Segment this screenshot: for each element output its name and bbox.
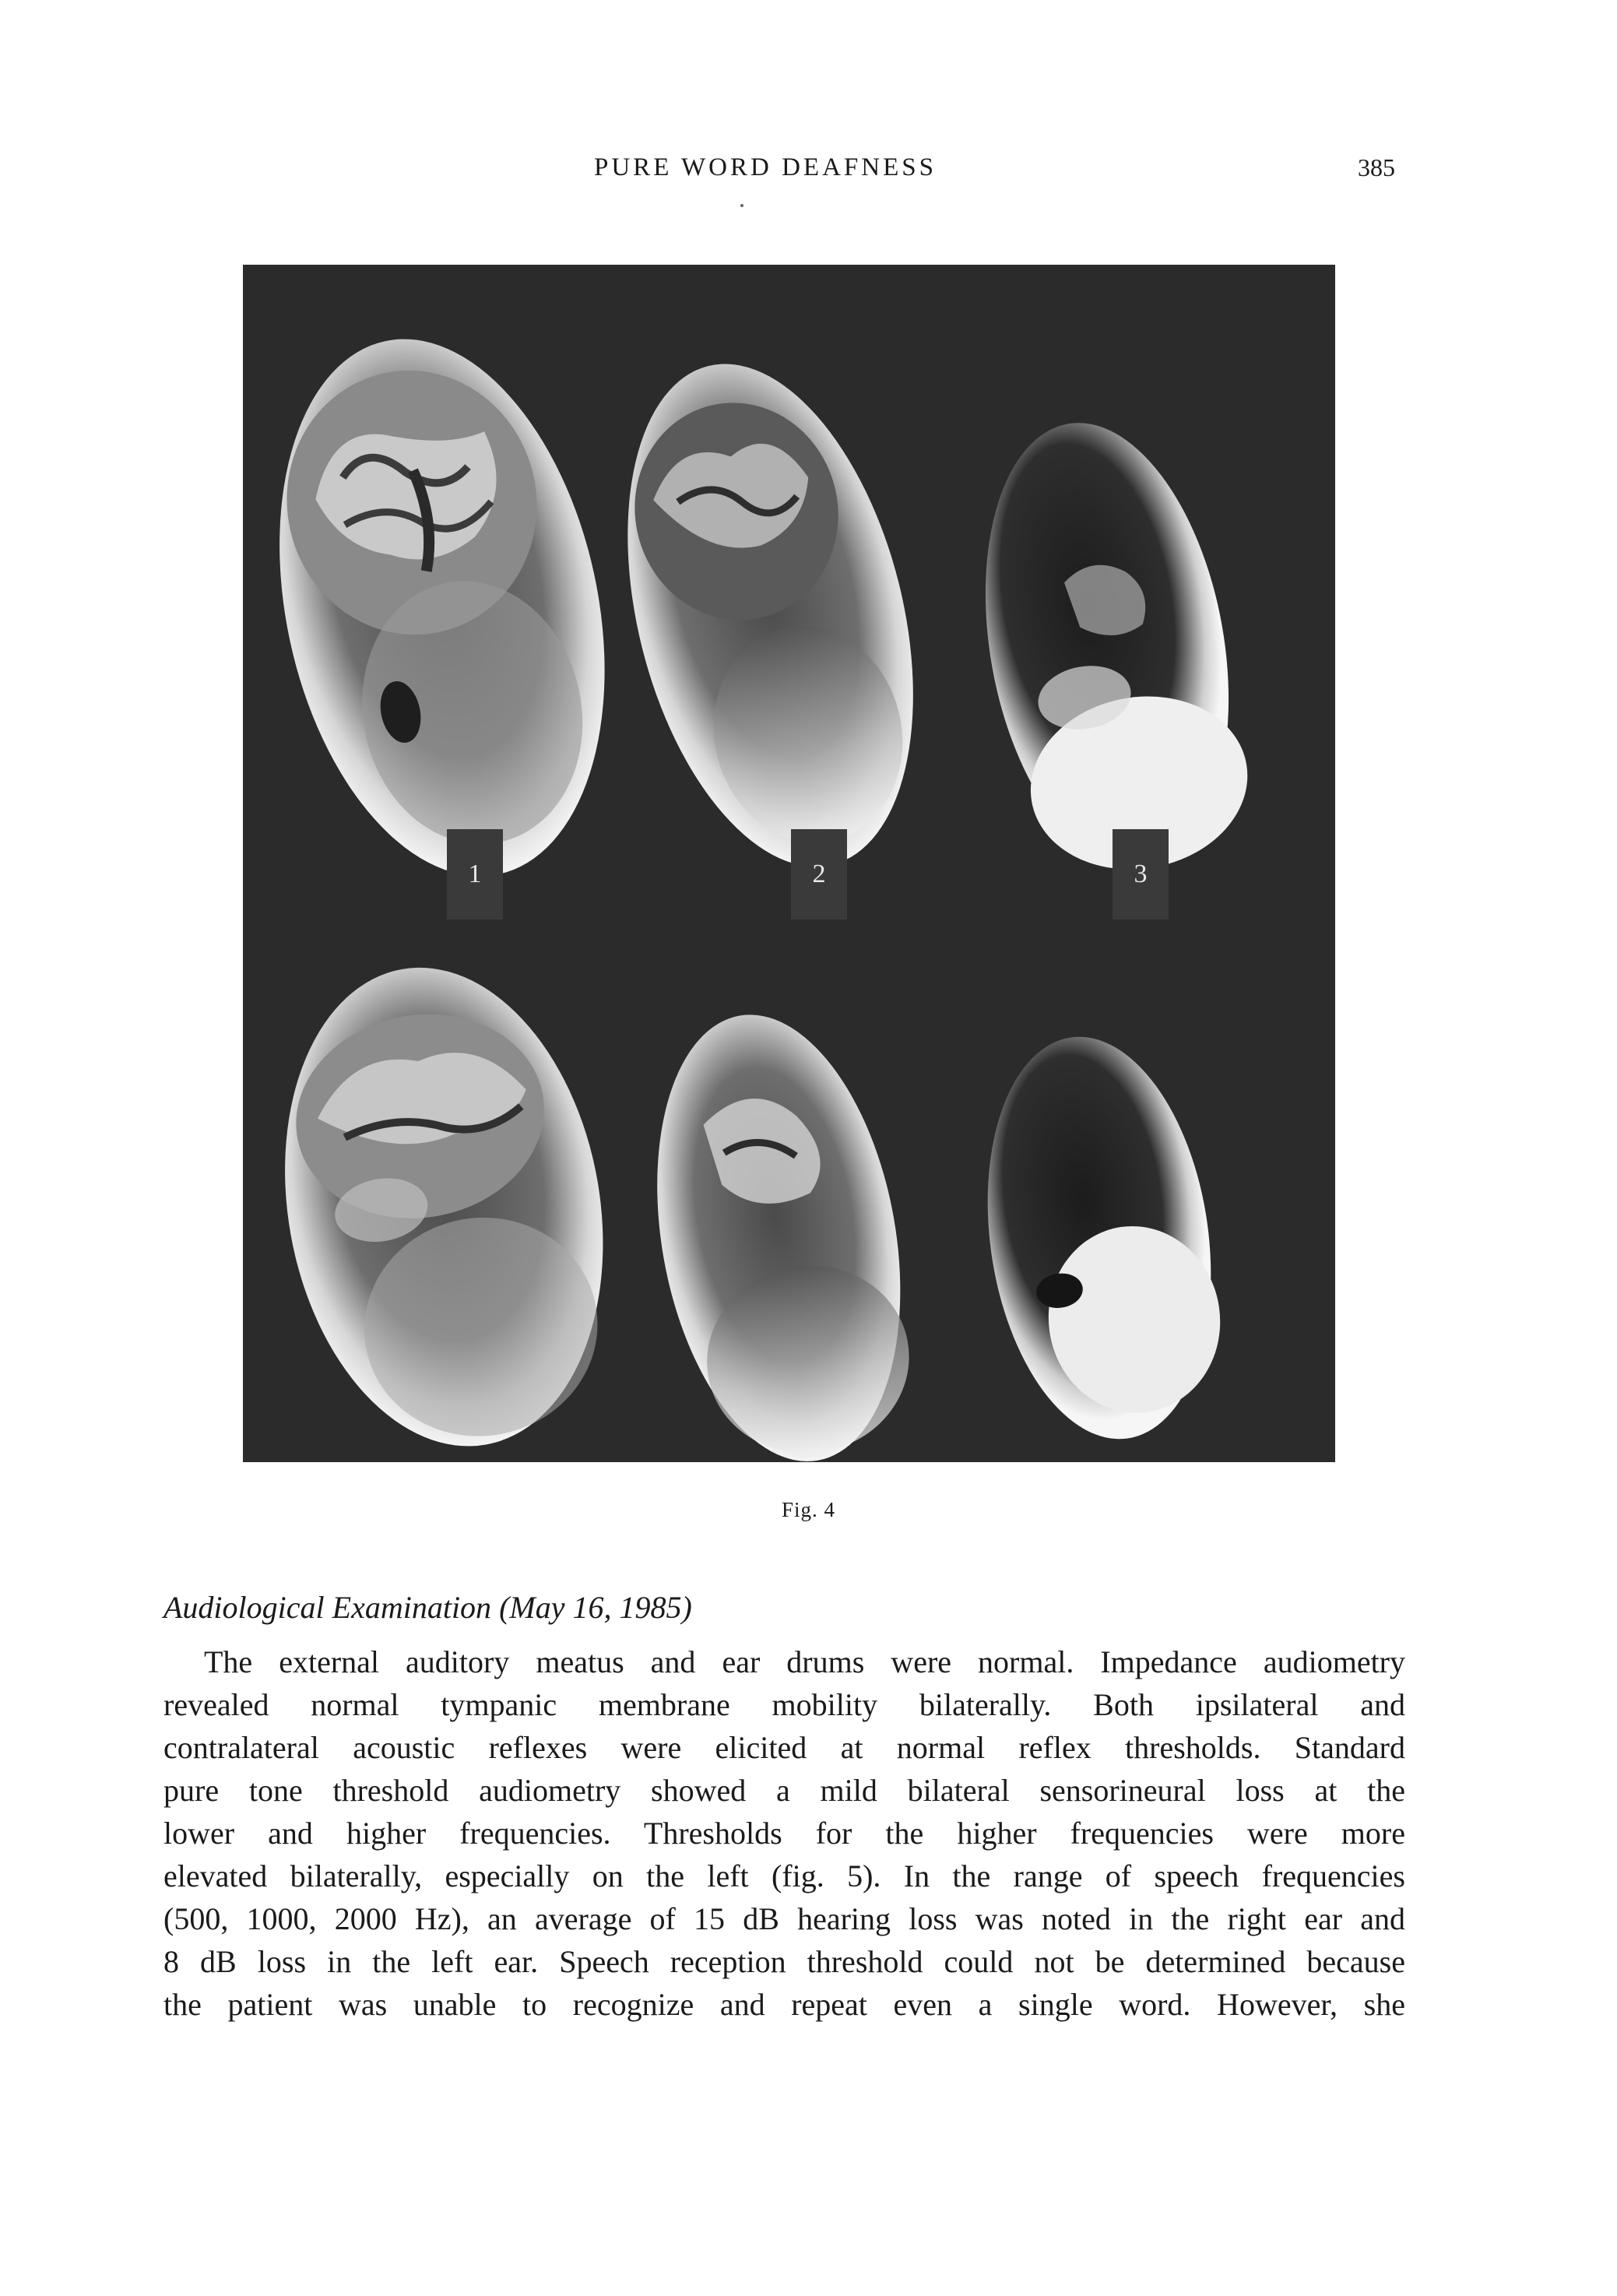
panel-label-3: 3 <box>1113 829 1169 919</box>
running-head <box>0 148 1617 187</box>
scan-2-top <box>580 334 961 897</box>
page-number: 385 <box>1358 153 1395 181</box>
section-heading-date: (May 16, 1985) <box>499 1590 692 1625</box>
running-title: PURE WORD DEAFNESS <box>594 153 937 181</box>
panel-label-2: 2 <box>791 829 847 919</box>
scan-1-top <box>243 309 651 907</box>
section-heading-title: Audiological Examination <box>163 1590 492 1625</box>
scan-1-bottom <box>248 942 639 1462</box>
body-line: lower and higher frequencies. Thresholds for the higher frequencies were more <box>163 1816 1405 1851</box>
panel-label-1: 1 <box>447 829 503 919</box>
body-paragraph <box>163 1640 1405 2026</box>
scan-2-bottom <box>624 996 933 1462</box>
body-line: contralateral acoustic reflexes were elicited at normal reflex thresholds. Standard <box>163 1730 1405 1765</box>
header-dot <box>740 204 743 207</box>
body-line: elevated bilaterally, especially on the left (fig. 5). In the range of speech frequencies <box>163 1858 1405 1893</box>
mri-scans-graphic <box>243 265 1335 1462</box>
body-line: revealed normal tympanic membrane mobility bilaterally. Both ipsilateral and <box>163 1687 1405 1722</box>
scan-3-bottom <box>963 1022 1236 1454</box>
body-line: the patient was unable to recognize and repeat even a single word. However, she <box>163 1987 1405 2022</box>
mri-figure <box>243 265 1335 1462</box>
figure-caption: Fig. 4 <box>781 1498 836 1521</box>
body-line: pure tone threshold audiometry showed a mild bilateral sensorineural loss at the <box>163 1773 1405 1808</box>
body-line: The external auditory meatus and ear drums were normal. Impedance audiometry <box>204 1644 1405 1679</box>
scan-3-top <box>953 403 1261 888</box>
body-line: (500, 1000, 2000 Hz), an average of 15 dB hearing loss was noted in the right ear and <box>163 1901 1405 1936</box>
body-line: 8 dB loss in the left ear. Speech reception threshold could not be determined because <box>163 1944 1405 1979</box>
section-heading <box>163 1589 692 1626</box>
